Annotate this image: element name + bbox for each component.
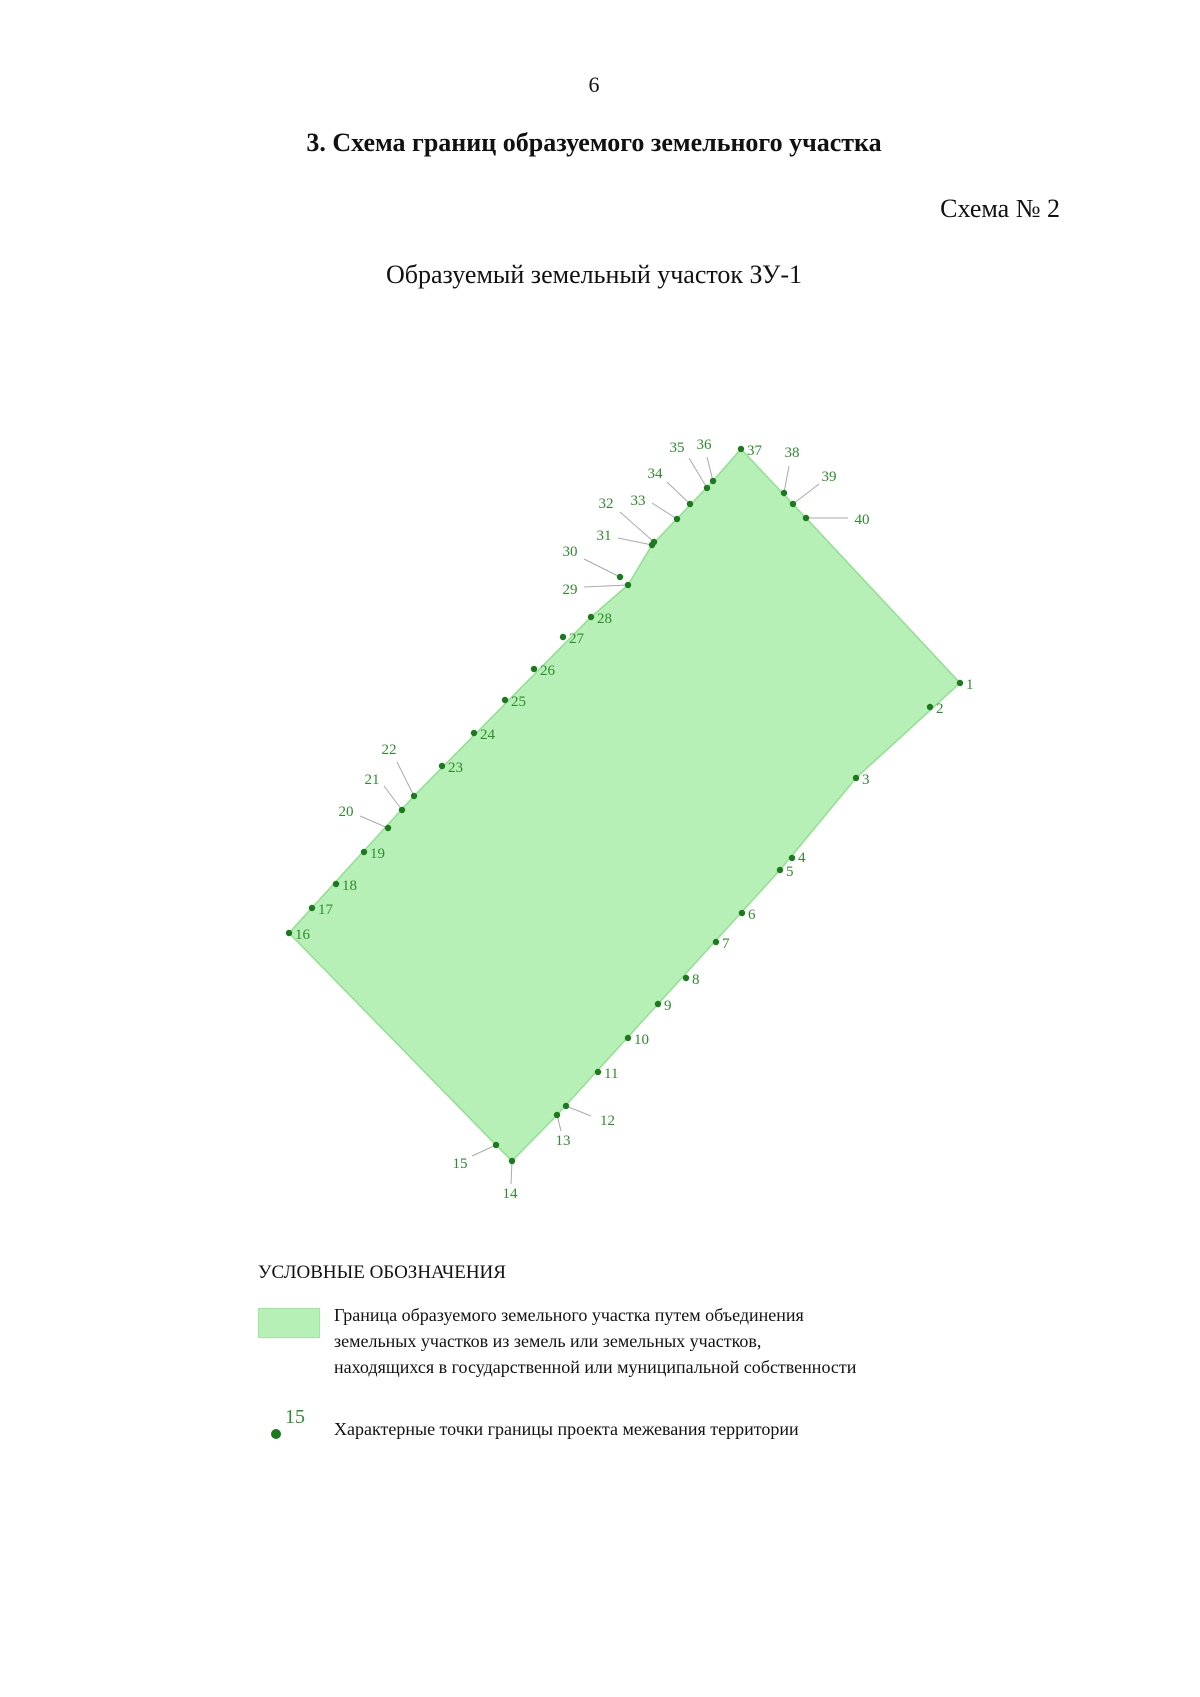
point-label-12: 12 [600,1113,615,1129]
boundary-point-28 [588,614,594,620]
leader-line-32 [620,512,654,542]
boundary-point-23 [439,763,445,769]
point-marker-icon [271,1429,281,1439]
boundary-point-36 [710,478,716,484]
boundary-point-35 [704,485,710,491]
point-label-9: 9 [664,998,672,1014]
boundary-point-15 [493,1142,499,1148]
leader-line-31 [618,538,652,545]
boundary-point-27 [560,634,566,640]
boundary-point-22 [411,793,417,799]
boundary-point-30 [617,574,623,580]
boundary-point-13 [554,1112,560,1118]
point-label-1: 1 [966,677,974,693]
point-label-26: 26 [540,663,555,679]
point-label-14: 14 [502,1186,518,1202]
boundary-point-38 [781,490,787,496]
point-label-25: 25 [511,694,526,710]
point-label-15: 15 [452,1156,468,1172]
boundary-point-9 [655,1001,661,1007]
point-label-33: 33 [630,493,646,509]
boundary-point-24 [471,730,477,736]
point-label-18: 18 [342,878,357,894]
leader-line-29 [584,585,628,587]
point-label-38: 38 [784,445,800,461]
boundary-point-10 [625,1035,631,1041]
point-label-30: 30 [562,544,578,560]
legend-points-row [258,1406,1058,1446]
point-label-10: 10 [634,1032,649,1048]
boundary-point-2 [927,704,933,710]
leader-line-30 [584,559,620,577]
point-label-19: 19 [370,846,385,862]
boundary-point-8 [683,975,689,981]
point-label-5: 5 [786,864,794,880]
point-label-7: 7 [722,936,730,952]
boundary-point-16 [286,930,292,936]
boundary-point-14 [509,1158,515,1164]
point-label-3: 3 [862,772,870,788]
map-title: Образуемый земельный участок ЗУ-1 [386,260,802,289]
legend-boundary-line-3: находящихся в государственной или муниципальной собственности [334,1357,857,1377]
point-label-16: 16 [295,927,310,943]
scheme-number: Схема № 2 [940,194,1060,223]
leader-line-12 [566,1106,591,1116]
leader-line-36 [707,457,713,481]
point-label-22: 22 [381,742,397,758]
point-label-2: 2 [936,701,944,717]
point-label-8: 8 [692,972,700,988]
legend-boundary-row [258,1302,1058,1380]
boundary-point-26 [531,666,537,672]
boundary-point-32 [651,539,657,545]
boundary-point-12 [563,1103,569,1109]
legend-boundary-line-1: Граница образуемого земельного участка путем объединения [334,1305,804,1325]
leader-line-35 [689,458,707,488]
boundary-point-37 [738,446,744,452]
leader-line-39 [793,484,819,504]
boundary-point-18 [333,881,339,887]
leader-line-14 [511,1161,512,1184]
legend-title: УСЛОВНЫЕ ОБОЗНАЧЕНИЯ [258,1262,506,1283]
boundary-point-4 [789,855,795,861]
legend-boundary-text [334,1302,1058,1380]
point-label-11: 11 [604,1066,619,1082]
legend-points-text: Характерные точки границы проекта межевания территории [334,1419,799,1439]
boundary-point-21 [399,807,405,813]
point-label-31: 31 [596,528,612,544]
legend [258,1262,1058,1446]
point-label-37: 37 [747,443,762,459]
point-label-6: 6 [748,907,756,923]
boundary-point-5 [777,867,783,873]
boundary-point-20 [385,825,391,831]
parcel-zu-1 [289,449,960,1161]
boundary-point-17 [309,905,315,911]
boundary-point-29 [625,582,631,588]
point-label-27: 27 [569,631,584,647]
leader-line-34 [667,482,690,504]
point-label-29: 29 [562,582,578,598]
page-number: 6 [588,72,600,97]
leader-line-20 [360,816,388,828]
leader-line-21 [384,786,402,810]
point-label-35: 35 [669,440,685,456]
boundary-point-7 [713,939,719,945]
boundary-point-40 [803,515,809,521]
boundary-point-39 [790,501,796,507]
boundary-point-1 [957,680,963,686]
point-label-24: 24 [480,727,495,743]
point-label-4: 4 [798,850,806,866]
boundary-point-3 [853,775,859,781]
boundary-point-6 [739,910,745,916]
leader-line-38 [784,466,789,493]
point-label-20: 20 [338,804,354,820]
section-title: 3. Схема границ образуемого земельного участка [306,128,882,157]
legend-boundary-line-2: земельных участков из земель или земельных участков, [334,1331,762,1351]
point-label-28: 28 [597,611,612,627]
point-label-39: 39 [821,469,837,485]
point-label-32: 32 [598,496,614,512]
boundary-point-34 [687,501,693,507]
point-label-23: 23 [448,760,463,776]
point-label-21: 21 [364,772,380,788]
point-label-36: 36 [696,437,712,453]
boundary-point-33 [674,516,680,522]
leader-line-22 [397,762,414,796]
boundary-point-19 [361,849,367,855]
boundary-point-25 [502,697,508,703]
point-label-40: 40 [854,512,870,528]
point-label-13: 13 [555,1133,571,1149]
point-label-17: 17 [318,902,333,918]
legend-point-label: 15 [285,1406,305,1428]
leader-line-33 [652,503,677,519]
point-label-34: 34 [647,466,663,482]
boundary-point-11 [595,1069,601,1075]
legend-parcel-swatch [258,1308,320,1338]
leader-line-15 [472,1145,496,1156]
